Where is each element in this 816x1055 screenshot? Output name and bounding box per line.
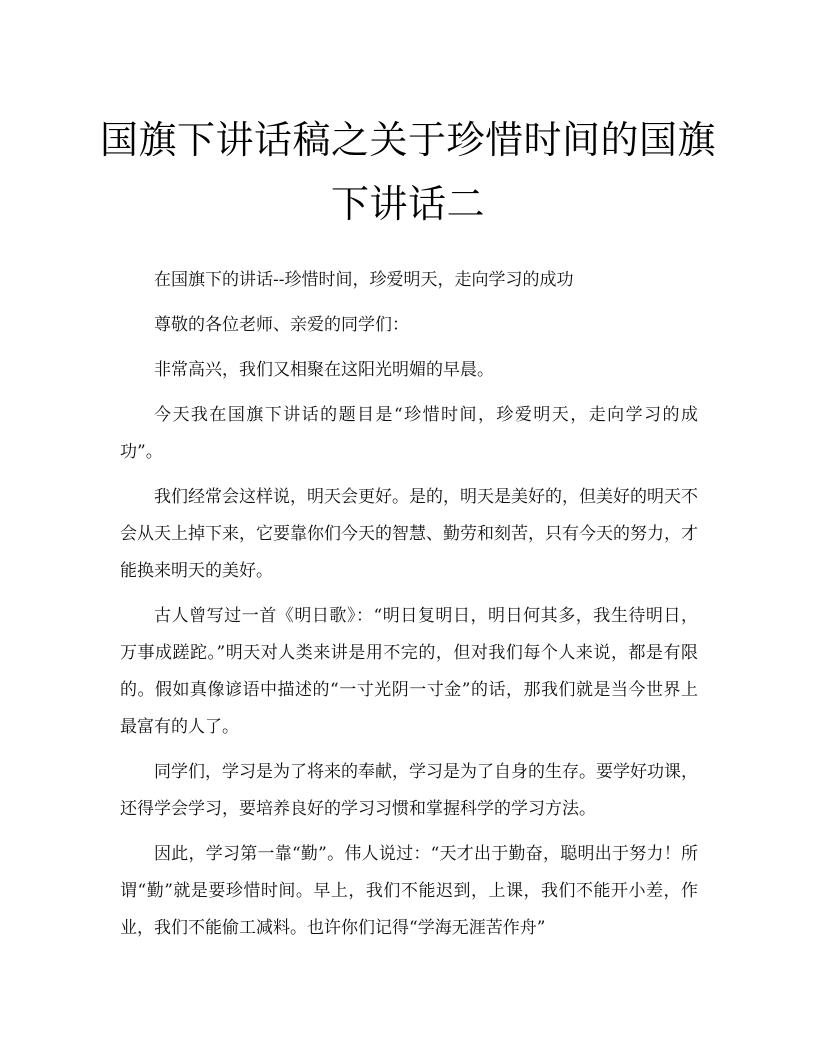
paragraph: 今天我在国旗下讲话的题目是“珍惜时间，珍爱明天，走向学习的成功”。 (120, 405, 698, 462)
document-body (120, 262, 698, 955)
document-title: 国旗下讲话稿之关于珍惜时间的国旗下讲话二 (100, 118, 717, 226)
paragraph: 非常高兴，我们又相聚在这阳光明媚的早晨。 (154, 360, 494, 380)
paragraph: 尊敬的各位老师、亲爱的同学们： (154, 315, 409, 335)
paragraph: 同学们，学习是为了将来的奉献，学习是为了自身的生存。要学好功课，还得学会学习，要培养良好的学习习惯和掌握科学的学习方法。 (120, 762, 698, 819)
paragraph: 在国旗下的讲话--珍惜时间，珍爱明天，走向学习的成功 (154, 270, 574, 290)
paragraph: 因此，学习第一靠“勤”。伟人说过：“天才出于勤奋，聪明出于努力！所谓“勤”就是要珍惜时间。早上，我们不能迟到，上课，我们不能开小差，作业，我们不能偷工减料。也许你们记得“学海无涯苦作舟” (120, 844, 698, 938)
paragraph: 我们经常会这样说，明天会更好。是的，明天是美好的，但美好的明天不会从天上掉下来，它要靠你们今天的智慧、勤劳和刻苦，只有今天的努力，才能换来明天的美好。 (120, 487, 698, 581)
paragraph: 古人曾写过一首《明日歌》：“明日复明日，明日何其多，我生待明日，万事成蹉跎。”明天对人类来讲是用不完的，但对我们每个人来说，都是有限的。假如真像谚语中描述的“一寸光阴一寸金”的话，那我们就是当今世界上最富有的人了。 (120, 606, 698, 737)
